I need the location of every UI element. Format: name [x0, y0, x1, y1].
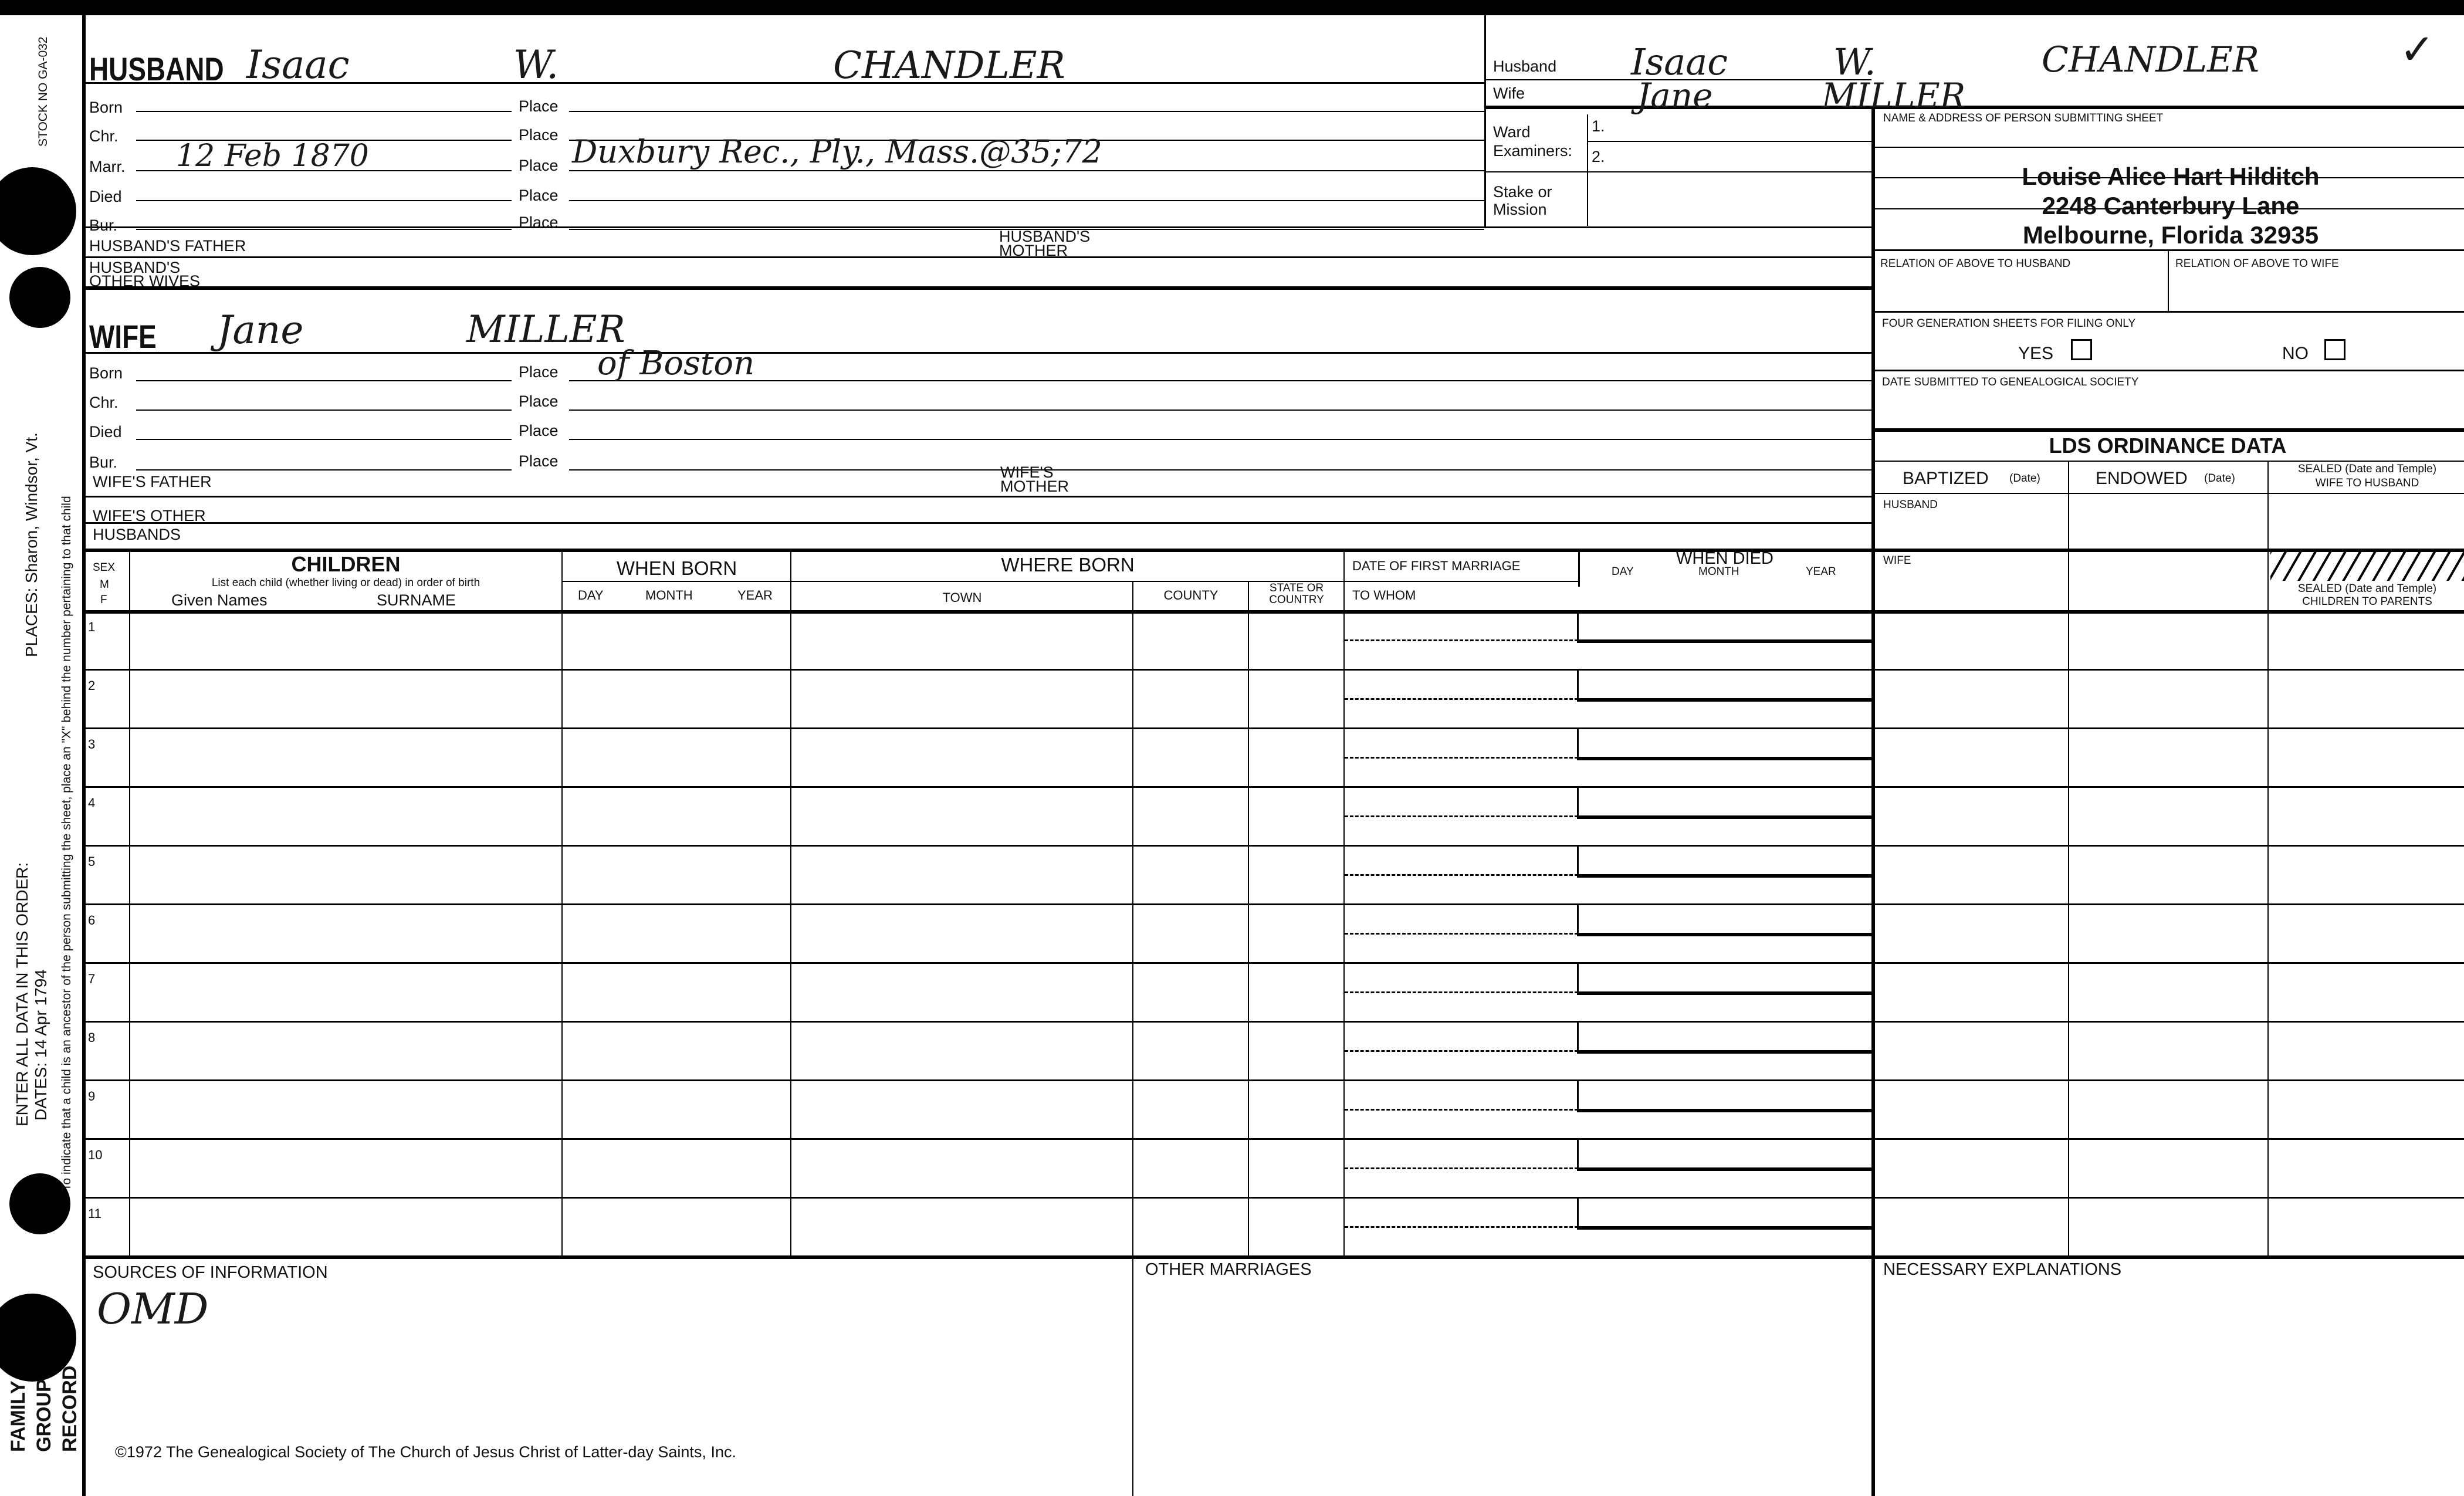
child-row-number: 8 [88, 1030, 96, 1045]
died-bracket-line [1577, 1109, 1871, 1112]
husband-marr-place-line [569, 170, 1484, 171]
header-husband-surname: CHANDLER [2042, 39, 2259, 80]
wife-born-line [136, 380, 512, 381]
husband-died-place-label: Place [519, 187, 559, 204]
footer-divider [1132, 1255, 1133, 1496]
no-checkbox[interactable] [2324, 339, 2345, 360]
husband-heading: HUSBAND [89, 50, 224, 87]
lds-title: LDS ORDINANCE DATA [2049, 434, 2287, 458]
died-bracket-line [1577, 757, 1871, 760]
lds-col-1 [2068, 461, 2069, 1255]
died-bracket-line [1577, 1167, 1871, 1171]
child-row-number: 5 [88, 854, 96, 869]
state-header-2: COUNTRY [1269, 594, 1324, 606]
when-died-header: WHEN DIED [1676, 549, 1773, 568]
header-husband-label: Husband [1493, 57, 1557, 75]
died-bracket-line [1577, 1050, 1871, 1054]
marriage-dash-line [1345, 639, 1578, 641]
wife-died-place-label: Place [519, 422, 559, 439]
child-row-number: 11 [88, 1206, 101, 1221]
wife-mother-label-2: MOTHER [1000, 478, 1069, 495]
relation-wife-label: RELATION OF ABOVE TO WIFE [2175, 258, 2339, 270]
died-year: YEAR [1806, 566, 1836, 578]
wife-name-line [82, 352, 1871, 354]
record-title-2: GROUP [33, 1379, 55, 1452]
wife-mother-label-1: WIFE'S [1000, 463, 1054, 481]
child-row-number: 3 [88, 737, 96, 752]
husband-died-place-line [569, 200, 1484, 201]
examiner-1: 1. [1592, 117, 1605, 135]
died-bracket-vertical [1577, 963, 1579, 993]
enter-order-note: ENTER ALL DATA IN THIS ORDER: [13, 862, 31, 1126]
husband-born-place-line [569, 111, 1484, 112]
sex-m: M [100, 578, 109, 591]
table-bottom [82, 1255, 2464, 1259]
child-row-line [82, 786, 2464, 788]
died-bracket-vertical [1577, 846, 1579, 875]
child-row-line [82, 1079, 2464, 1081]
examiner-1-line [1587, 141, 1871, 142]
submitter-city: Melbourne, Florida 32935 [2022, 221, 2319, 249]
punch-hole [0, 167, 76, 255]
sources-value: OMD [97, 1284, 209, 1333]
husband-mother-label-2: MOTHER [999, 242, 1068, 259]
wife-heading: WIFE [89, 318, 157, 355]
children-note: List each child (whether living or dead) in order of birth [211, 577, 480, 589]
died-bracket-vertical [1577, 1022, 1579, 1051]
husband-section-end [82, 286, 1871, 290]
husband-father-label: HUSBAND'S FATHER [89, 237, 246, 255]
to-whom-header: TO WHOM [1352, 588, 1416, 603]
examiners-label: Examiners: [1493, 142, 1573, 160]
lds-sealed-children-2: CHILDREN TO PARENTS [2302, 595, 2432, 608]
wife-died-line [136, 439, 512, 440]
sex-f: F [100, 594, 107, 606]
lds-title-line [1871, 461, 2464, 462]
children-header: CHILDREN [291, 552, 401, 576]
lds-baptized: BAPTIZED [1903, 469, 1989, 488]
husband-initial: W. [513, 42, 559, 87]
died-month: MONTH [1698, 566, 1739, 578]
col-town [1132, 581, 1133, 1255]
sex-header: SEX [93, 561, 116, 574]
header-husband-given: Isaac [1631, 40, 1728, 83]
lds-sealed-children-1: SEALED (Date and Temple) [2297, 583, 2437, 595]
husband-parents-line [82, 256, 1871, 258]
husband-surname: CHANDLER [833, 44, 1065, 87]
marriage-dash-line [1345, 991, 1578, 993]
child-row-number: 4 [88, 796, 96, 810]
top-edge-bar [0, 0, 2464, 15]
lds-sealed-wife-2: WIFE TO HUSBAND [2315, 477, 2419, 489]
surname-header: SURNAME [377, 591, 456, 609]
wife-other-husbands-1: WIFE'S OTHER [93, 507, 206, 524]
died-bracket-line [1577, 815, 1871, 819]
where-born-subheader [561, 581, 1343, 582]
wife-other-line [82, 522, 1871, 524]
wife-chr-place-label: Place [519, 392, 559, 410]
husband-marriage-date: 12 Feb 1870 [176, 138, 369, 174]
marriage-dash-line [1345, 933, 1578, 935]
places-note: PLACES: Sharon, Windsor, Vt. [22, 432, 40, 657]
wife-died-label: Died [89, 423, 122, 441]
relation-divider [2168, 249, 2169, 311]
other-marriages-label: OTHER MARRIAGES [1145, 1260, 1312, 1279]
explanations-label: NECESSARY EXPLANATIONS [1883, 1260, 2122, 1279]
marriage-dash-line [1345, 1050, 1578, 1052]
born-day: DAY [578, 588, 604, 603]
lds-col-2 [2267, 461, 2269, 1255]
husband-marr-label: Marr. [89, 158, 126, 175]
child-row-line [82, 962, 2464, 964]
town-header: TOWN [942, 590, 982, 605]
lds-wife-row: WIFE [1883, 554, 1911, 567]
form-left-border [82, 15, 86, 1496]
lds-husband-bottom [1871, 549, 2464, 550]
wife-bur-place-line [569, 469, 1871, 471]
died-bracket-vertical [1577, 1139, 1579, 1169]
header-wife-line [1484, 106, 2464, 109]
lds-hatch [2270, 550, 2464, 581]
wife-bur-label: Bur. [89, 453, 118, 471]
wife-bur-line [136, 469, 512, 471]
husband-chr-place-label: Place [519, 126, 559, 144]
punch-hole [9, 267, 70, 328]
wife-father-label: WIFE'S FATHER [93, 473, 212, 490]
marriage-dash-line [1345, 1167, 1578, 1169]
husband-chr-label: Chr. [89, 127, 119, 145]
died-bracket-vertical [1577, 611, 1579, 641]
submitter-street: 2248 Canterbury Lane [2042, 192, 2300, 219]
when-born-header: WHEN BORN [616, 557, 737, 579]
date-submitted-label: DATE SUBMITTED TO GENEALOGICAL SOCIETY [1882, 376, 2139, 388]
child-row-line [82, 669, 2464, 671]
child-row-number: 6 [88, 913, 96, 928]
header-husband-initial: W. [1833, 40, 1876, 83]
lds-husband-row: HUSBAND [1883, 499, 1938, 511]
header-box-divider [1484, 15, 1486, 226]
husband-died-label: Died [89, 188, 122, 205]
wife-other-husbands-2: HUSBANDS [93, 526, 181, 543]
wife-born-place-line [569, 380, 1871, 381]
child-row-number: 10 [88, 1148, 103, 1162]
lds-header-line [1871, 493, 2464, 494]
husband-bur-line [136, 229, 512, 230]
died-bracket-vertical [1577, 670, 1579, 699]
state-header-1: STATE OR [1269, 582, 1324, 594]
husband-bottom-rule [82, 226, 1871, 228]
ward-label: Ward [1493, 123, 1531, 141]
died-bracket-line [1577, 698, 1871, 702]
lds-top [1871, 428, 2464, 432]
col-sex [129, 549, 130, 1255]
child-row-line [82, 1197, 2464, 1199]
died-bracket-vertical [1577, 1198, 1579, 1227]
marriage-dash-line [1345, 698, 1578, 700]
given-names-header: Given Names [171, 591, 268, 609]
marriage-dash-line [1345, 757, 1578, 759]
died-bracket-line [1577, 933, 1871, 936]
yes-label: YES [2018, 344, 2054, 363]
lds-endowed: ENDOWED [2096, 469, 2188, 488]
header-wife-given: Jane [1637, 76, 1713, 116]
col-where-born [1343, 549, 1345, 1255]
wife-chr-line [136, 409, 512, 411]
marriage-dash-line [1345, 815, 1578, 817]
no-label: NO [2282, 344, 2309, 363]
wife-surname: MILLER [466, 308, 625, 351]
husband-other-wives-1: HUSBAND'S [89, 259, 181, 276]
child-row-number: 9 [88, 1089, 96, 1104]
child-row-number: 1 [88, 620, 96, 634]
mission-label: Mission [1493, 201, 1547, 218]
died-bracket-line [1577, 1226, 1871, 1230]
right-panel-divider [1871, 106, 1875, 1496]
yes-checkbox[interactable] [2071, 339, 2092, 360]
wife-died-place-line [569, 439, 1871, 440]
marriage-dash-line [1345, 1226, 1578, 1228]
wife-chr-place-line [569, 409, 1871, 411]
wife-chr-label: Chr. [89, 394, 119, 411]
county-header: COUNTY [1163, 588, 1219, 603]
marriage-subheader [1343, 581, 1578, 582]
husband-born-place-label: Place [519, 97, 559, 115]
col-when-born [790, 549, 791, 1255]
lds-baptized-date: (Date) [2009, 472, 2040, 485]
husband-mother-label-1: HUSBAND'S [999, 228, 1091, 245]
marriage-dash-line [1345, 874, 1578, 876]
died-bracket-vertical [1577, 1081, 1579, 1110]
submitter-name: Louise Alice Hart Hilditch [2022, 163, 2320, 190]
child-row-line [82, 727, 2464, 729]
husband-born-label: Born [89, 99, 123, 116]
died-bracket-vertical [1577, 787, 1579, 817]
died-day: DAY [1612, 566, 1634, 578]
child-row-number: 2 [88, 678, 96, 693]
wife-parents-line [82, 496, 1871, 497]
dates-note: DATES: 14 Apr 1794 [32, 969, 50, 1121]
husband-other-wives-2: OTHER WIVES [89, 272, 201, 290]
first-marriage-header: DATE OF FIRST MARRIAGE [1352, 559, 1521, 573]
header-wife-label: Wife [1493, 84, 1525, 102]
child-row-line [82, 903, 2464, 905]
husband-marriage-place: Duxbury Rec., Ply., Mass.@35;72 [572, 133, 1102, 170]
submitter-line-1 [1871, 147, 2464, 148]
wife-born-place-label: Place [519, 363, 559, 381]
where-born-header: WHERE BORN [1001, 554, 1135, 576]
stake-label: Stake or [1493, 183, 1552, 201]
four-gen-bottom [1871, 370, 2464, 371]
stock-number: STOCK NO GA-032 [36, 36, 50, 147]
child-row-line [82, 845, 2464, 847]
header-wife-surname: MILLER [1822, 76, 1966, 116]
child-row-line [82, 1138, 2464, 1140]
born-month: MONTH [645, 588, 693, 603]
submitter-label: NAME & ADDRESS OF PERSON SUBMITTING SHEET [1883, 112, 2164, 124]
col-children [561, 549, 563, 1255]
record-title-1: FAMILY [7, 1380, 29, 1452]
examiner-2-line [1484, 171, 1871, 172]
husband-given-name: Isaac [246, 42, 350, 87]
husband-died-line [136, 200, 512, 201]
husband-bur-label: Bur. [89, 216, 118, 234]
died-bracket-line [1577, 991, 1871, 995]
died-bracket-vertical [1577, 729, 1579, 758]
husband-bur-place-label: Place [519, 214, 559, 231]
child-row-number: 7 [88, 972, 96, 986]
sources-label: SOURCES OF INFORMATION [93, 1263, 328, 1282]
relation-husband-label: RELATION OF ABOVE TO HUSBAND [1880, 258, 2071, 270]
wife-bur-place-label: Place [519, 452, 559, 470]
husband-marr-place-label: Place [519, 157, 559, 174]
died-bracket-vertical [1577, 905, 1579, 934]
lds-endowed-date: (Date) [2204, 472, 2235, 485]
died-bracket-line [1577, 639, 1871, 643]
husband-born-line [136, 111, 512, 112]
record-title-3: RECORD [59, 1365, 81, 1452]
wife-birth-place: of Boston [597, 344, 755, 383]
lds-sealed-wife-1: SEALED (Date and Temple) [2297, 463, 2437, 475]
child-row-line [82, 1021, 2464, 1023]
children-header-line [82, 610, 2464, 614]
copyright: ©1972 The Genealogical Society of The Church of Jesus Christ of Latter-day Saints, Inc. [115, 1443, 736, 1461]
examiner-divider [1587, 114, 1588, 226]
ancestor-instruction: To indicate that a child is an ancestor of the person submitting the sheet, place an "X" behind the number pertaining to that child [60, 496, 73, 1191]
marriage-dash-line [1345, 1109, 1578, 1111]
col-county [1248, 581, 1249, 1255]
checkmark: ✓ [2399, 25, 2435, 74]
relation-bottom [1871, 311, 2464, 313]
examiner-2: 2. [1592, 148, 1605, 165]
wife-given-name: Jane [217, 307, 304, 353]
four-gen-label: FOUR GENERATION SHEETS FOR FILING ONLY [1882, 317, 2136, 330]
born-year: YEAR [737, 588, 773, 603]
died-bracket-line [1577, 874, 1871, 878]
wife-born-label: Born [89, 364, 123, 382]
